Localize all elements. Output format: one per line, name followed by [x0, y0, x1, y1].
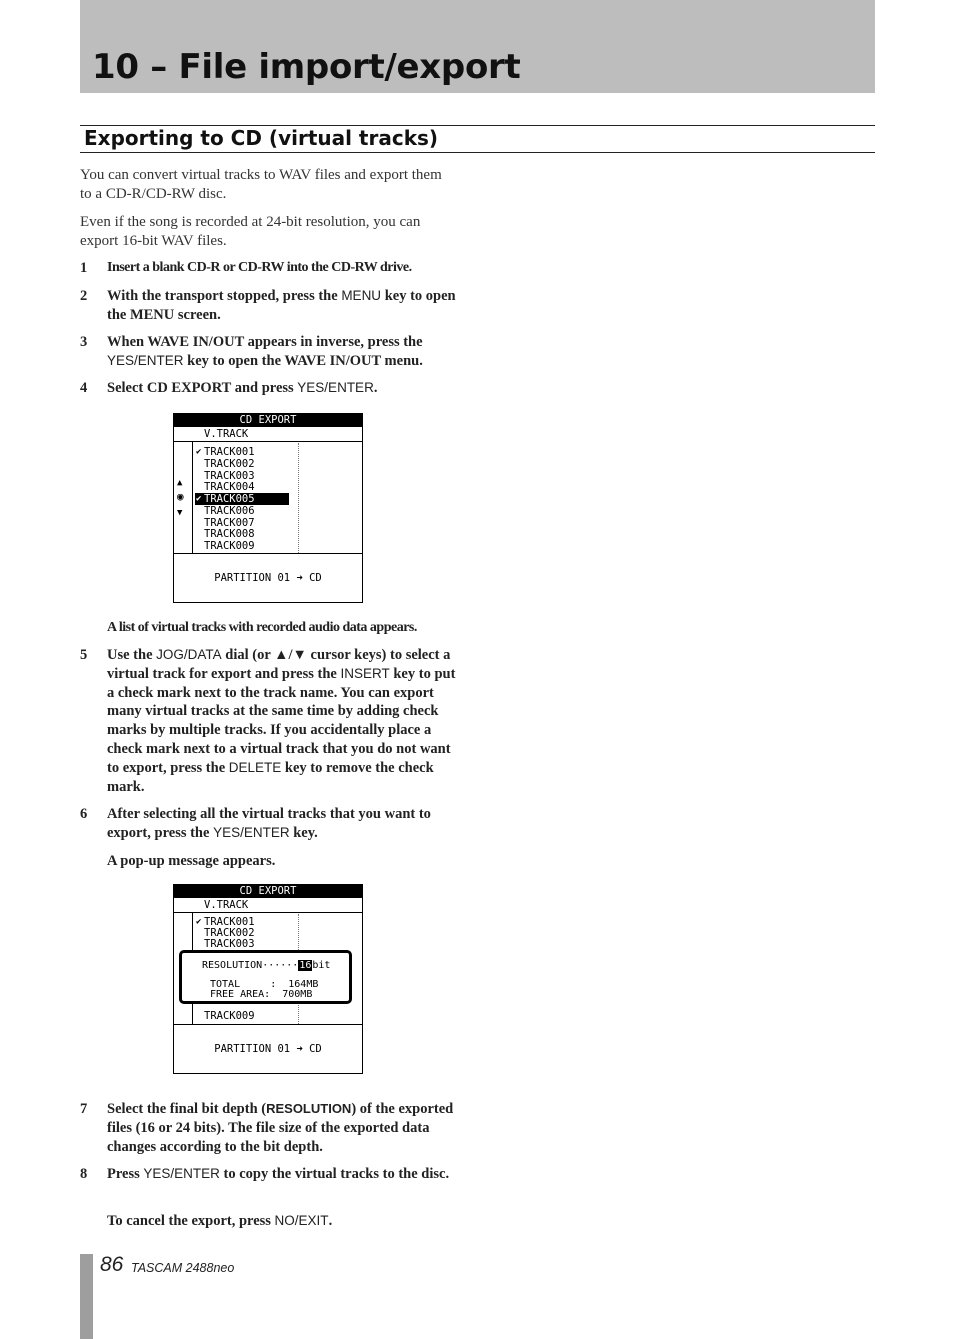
step-text: After selecting all the virtual tracks that you want to export, press the YES/ENTER key. — [107, 806, 431, 841]
yes-enter-key: YES/ENTER — [143, 1166, 220, 1181]
check-mark-icon: ✔ — [196, 494, 202, 504]
jog-data-key: JOG/DATA — [156, 647, 222, 662]
lcd-column-divider — [298, 443, 299, 553]
popup-note: A pop-up message appears. — [107, 853, 276, 869]
lcd-scroll-divider — [192, 441, 193, 553]
track-item-selected[interactable]: TRACK005 — [195, 493, 289, 505]
step-number: 5 — [80, 647, 88, 663]
step-text: When WAVE IN/OUT appears in inverse, press the YES/ENTER key to open the WAVE IN/OUT menu. — [107, 334, 423, 369]
resolution-key: RESOLUTION — [266, 1101, 352, 1116]
track-item[interactable]: TRACK006 — [204, 505, 255, 517]
check-mark-icon: ✔ — [196, 447, 202, 457]
step-number: 2 — [80, 288, 88, 304]
lcd-divider — [174, 1024, 362, 1025]
product-name: TASCAM 2488neo — [131, 1261, 235, 1275]
lcd-divider — [174, 912, 362, 913]
lcd-partition-label: PARTITION 01 ➜ CD — [214, 572, 322, 584]
step-number: 8 — [80, 1166, 88, 1182]
step-text: Press YES/ENTER to copy the virtual tracks to the disc. — [107, 1166, 450, 1182]
track-item[interactable]: TRACK009 — [204, 1010, 255, 1022]
insert-key: INSERT — [340, 665, 390, 681]
track-item[interactable]: TRACK007 — [204, 517, 255, 529]
total-size-row: TOTAL : 164MB — [210, 979, 319, 990]
yes-enter-key: YES/ENTER — [213, 824, 290, 840]
page-number: 86 — [100, 1253, 124, 1276]
track-item[interactable]: TRACK002 — [204, 927, 255, 939]
lcd-tab-vtrack: V.TRACK — [204, 899, 249, 911]
scroll-down-icon: ▼ — [177, 508, 183, 518]
delete-key: DELETE — [228, 759, 282, 775]
step-text: Use the JOG/DATA dial (or ▲/▼ cursor keys) to select a virtual track for export and press the INSERT key to put a check mark next to the track name. You can export many virtual tracks at the same time by adding check marks by multiple tracks. If you accidentally place a check mark next to a virtual track that you do not want to export, press the DELETE key to remove the check mark. — [107, 647, 456, 795]
step-text: Select the final bit depth (RESOLUTION) of the exported files (16 or 24 bits). The file size of the exported data changes according to the bit depth. — [107, 1101, 454, 1155]
step-number: 1 — [80, 260, 88, 276]
track-item[interactable]: TRACK008 — [204, 528, 255, 540]
yes-enter-key: YES/ENTER — [297, 380, 374, 395]
step-number: 6 — [80, 806, 88, 822]
free-area-row: FREE AREA: 700MB — [210, 989, 313, 1000]
resolution-row — [202, 960, 330, 971]
resolution-popup — [179, 950, 352, 1004]
resolution-unit: bit — [312, 960, 331, 971]
lcd-title: CD EXPORT — [174, 414, 362, 427]
resolution-value[interactable]: 16 — [299, 960, 312, 971]
section-rule-bottom — [80, 152, 875, 153]
step-text: Select CD EXPORT and press YES/ENTER. — [107, 380, 378, 396]
step-number: 7 — [80, 1101, 88, 1117]
cancel-note: To cancel the export, press NO/EXIT. — [107, 1213, 333, 1229]
step-text: Insert a blank CD-R or CD-RW into the CD-RW drive. — [107, 260, 412, 275]
step-5 — [80, 646, 460, 796]
track-item[interactable]: TRACK004 — [204, 481, 255, 493]
lcd-divider — [174, 441, 362, 442]
track-item[interactable]: TRACK003 — [204, 470, 255, 482]
lcd-tab-vtrack: V.TRACK — [204, 428, 249, 440]
lcd-divider — [174, 553, 362, 554]
intro-paragraph-1: You can convert virtual tracks to WAV files and export them to a CD-R/CD-RW disc. — [80, 167, 442, 202]
step-number: 4 — [80, 380, 88, 396]
step-text: With the transport stopped, press the MENU key to open the MENU screen. — [107, 288, 456, 323]
lcd-screen-track-list — [173, 413, 363, 603]
track-item[interactable]: TRACK001 — [204, 446, 255, 458]
track-item[interactable]: TRACK009 — [204, 540, 255, 552]
track-item[interactable]: TRACK002 — [204, 458, 255, 470]
chapter-title: 10 – File import/export — [92, 47, 521, 87]
step-number: 3 — [80, 334, 88, 350]
lcd-screen-popup — [173, 884, 363, 1074]
menu-key: MENU — [341, 288, 382, 303]
check-mark-icon: ✔ — [196, 917, 202, 927]
lcd-partition-label: PARTITION 01 ➜ CD — [214, 1043, 322, 1055]
lcd-title: CD EXPORT — [174, 885, 362, 898]
track-item[interactable]: TRACK001 — [204, 916, 255, 928]
intro-paragraph-2: Even if the song is recorded at 24-bit resolution, you can export 16-bit WAV files. — [80, 214, 421, 249]
track-item[interactable]: TRACK003 — [204, 938, 255, 947]
scroll-up-icon: ▲ — [177, 478, 183, 488]
jog-dial-icon: ◉ — [177, 490, 184, 503]
resolution-label: RESOLUTION······ — [202, 960, 299, 971]
section-title: Exporting to CD (virtual tracks) — [84, 126, 439, 150]
list-caption: A list of virtual tracks with recorded audio data appears. — [107, 620, 417, 635]
yes-enter-key: YES/ENTER — [107, 352, 184, 368]
footer-bar — [80, 1254, 93, 1339]
no-exit-key: NO/EXIT — [274, 1213, 329, 1228]
